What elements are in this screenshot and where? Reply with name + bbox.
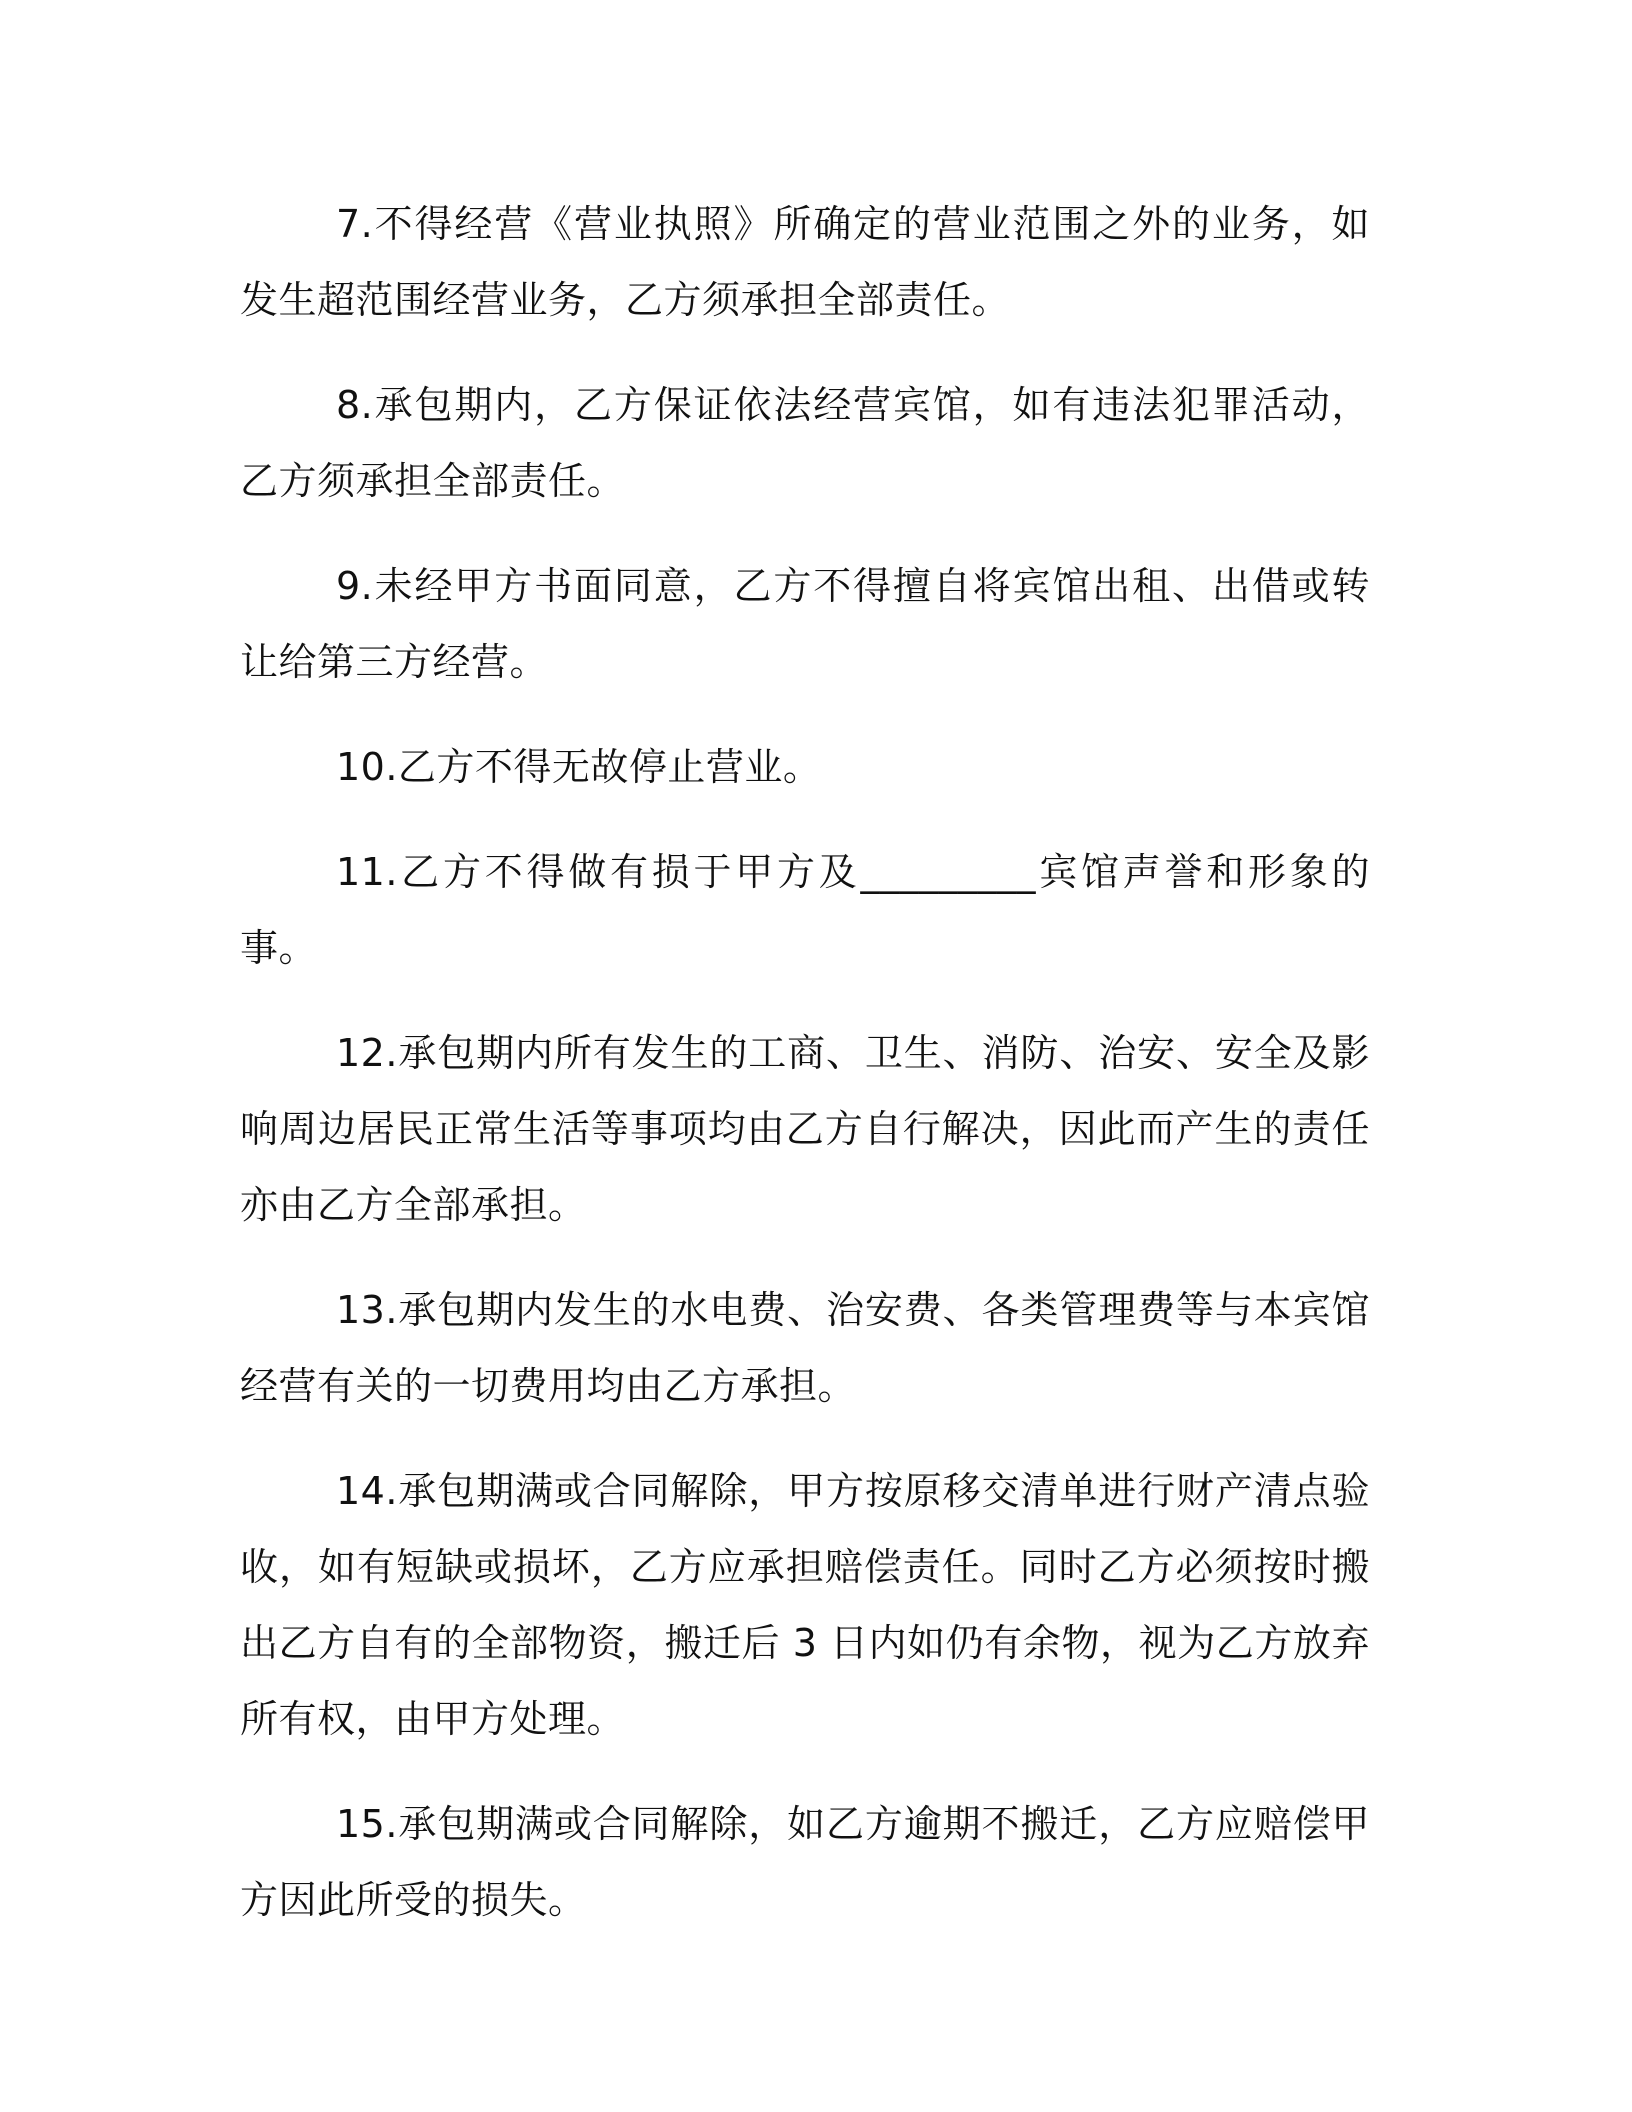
clause-7: 7.不得经营《营业执照》所确定的营业范围之外的业务，如发生超范围经营业务，乙方须承担全部责任。 <box>240 202 1370 322</box>
clause-14: 14.承包期满或合同解除，甲方按原移交清单进行财产清点验收，如有短缺或损坏，乙方应承担赔偿责任。同时乙方必须按时搬出乙方自有的全部物资，搬迁后 3 日内如仍有余物，视为乙方放弃所有权，由甲方处理。 <box>240 1469 1370 1741</box>
clause-12: 12.承包期内所有发生的工商、卫生、消防、治安、安全及影响周边居民正常生活等事项均由乙方自行解决，因此而产生的责任亦由乙方全部承担。 <box>240 1031 1370 1227</box>
clause-13: 13.承包期内发生的水电费、治安费、各类管理费等与本宾馆经营有关的一切费用均由乙方承担。 <box>240 1288 1370 1408</box>
clause-11: 11.乙方不得做有损于甲方及_________宾馆声誉和形象的事。 <box>240 850 1370 970</box>
clause-9: 9.未经甲方书面同意，乙方不得擅自将宾馆出租、出借或转让给第三方经营。 <box>240 564 1370 684</box>
clause-15: 15.承包期满或合同解除，如乙方逾期不搬迁，乙方应赔偿甲方因此所受的损失。 <box>240 1802 1370 1922</box>
clause-8: 8.承包期内，乙方保证依法经营宾馆，如有违法犯罪活动，乙方须承担全部责任。 <box>240 383 1370 503</box>
document-body <box>240 186 1370 1938</box>
clause-10: 10.乙方不得无故停止营业。 <box>336 745 822 789</box>
